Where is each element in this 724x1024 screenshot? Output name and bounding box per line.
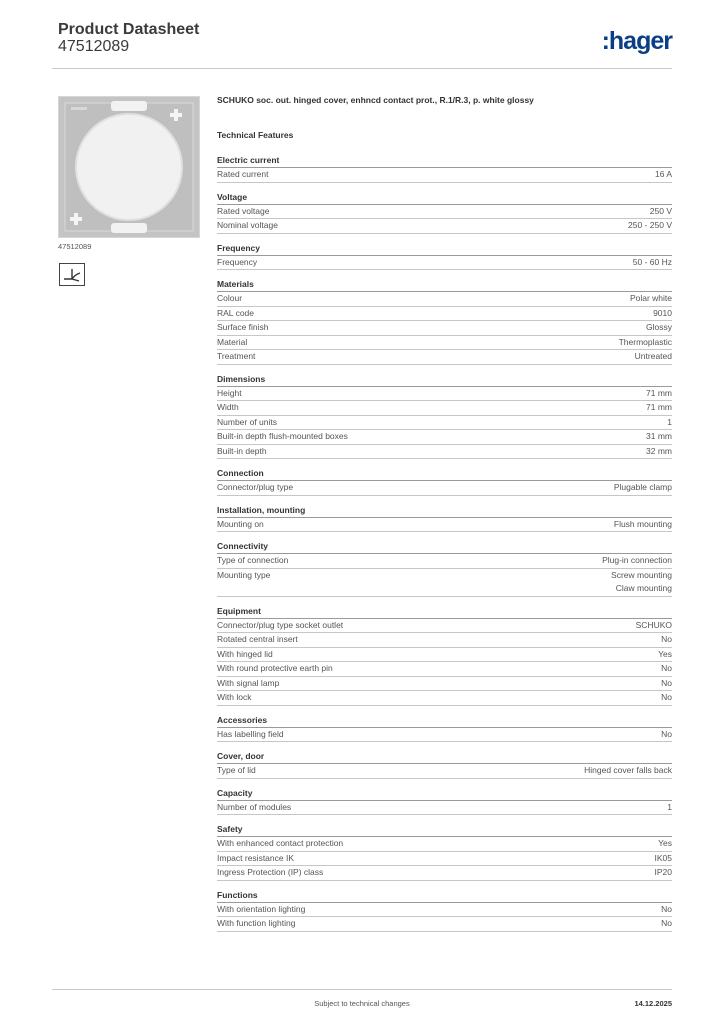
feature-label: Mounting on — [217, 518, 264, 529]
section-title: Functions — [217, 890, 672, 903]
feature-value: Yes — [658, 648, 672, 659]
feature-value: 1 — [667, 416, 672, 427]
feature-label: Connector/plug type — [217, 482, 294, 492]
feature-row — [217, 205, 672, 220]
footer-date: 14.12.2025 — [634, 999, 672, 1008]
feature-section — [217, 192, 672, 234]
section-title: Electric current — [217, 155, 672, 168]
feature-label: With enhanced contact protection — [217, 838, 344, 848]
section-title: Safety — [217, 824, 672, 837]
feature-row — [217, 401, 672, 416]
feature-row — [217, 801, 672, 816]
feature-value: Yes — [658, 838, 672, 848]
feature-value: 50 - 60 Hz — [632, 256, 672, 267]
feature-label: Surface finish — [217, 322, 269, 332]
feature-label: Connector/plug type socket outlet — [217, 619, 344, 630]
feature-row — [217, 307, 672, 322]
feature-row — [217, 728, 672, 743]
technical-features-heading: Technical Features — [217, 130, 294, 140]
feature-label: Has labelling field — [217, 728, 284, 739]
feature-row — [217, 292, 672, 307]
feature-label: Rated current — [217, 169, 269, 179]
installation-pictogram-icon — [59, 263, 85, 286]
feature-row — [217, 662, 672, 677]
section-title: Accessories — [217, 715, 672, 728]
feature-value: No — [661, 918, 672, 928]
feature-value: 250 - 250 V — [628, 220, 672, 230]
feature-row — [217, 569, 672, 597]
socket-outlet-image — [58, 96, 200, 238]
feature-label: Treatment — [217, 351, 256, 361]
feature-row — [217, 619, 672, 634]
feature-value: 32 mm — [646, 445, 672, 456]
feature-label: Type of connection — [217, 555, 289, 565]
feature-value: IP20 — [654, 867, 672, 877]
product-description: SCHUKO soc. out. hinged cover, enhncd contact prot., R.1/R.3, p. white glossy — [217, 95, 534, 105]
feature-row — [217, 852, 672, 867]
feature-label: RAL code — [217, 307, 255, 318]
feature-label: Built-in depth — [217, 445, 267, 456]
hager-logo: :hager — [601, 27, 672, 55]
feature-value: Polar white — [629, 293, 672, 303]
section-title: Materials — [217, 279, 672, 292]
feature-value: Plugable clamp — [613, 482, 672, 492]
feature-value: 250 V — [649, 205, 672, 216]
feature-section — [217, 541, 672, 597]
feature-section — [217, 279, 672, 365]
feature-label: Rated voltage — [217, 205, 270, 216]
feature-value: Untreated — [634, 351, 672, 361]
feature-section — [217, 824, 672, 881]
feature-label: Width — [217, 402, 239, 412]
feature-row — [217, 350, 672, 365]
footer-note: Subject to technical changes — [314, 999, 410, 1008]
section-title: Frequency — [217, 243, 672, 256]
feature-value: No — [661, 728, 672, 739]
feature-value: No — [661, 663, 672, 673]
section-title: Voltage — [217, 192, 672, 205]
section-title: Connection — [217, 468, 672, 481]
feature-row — [217, 677, 672, 692]
section-title: Equipment — [217, 606, 672, 619]
feature-value: SCHUKO — [635, 619, 672, 630]
feature-row — [217, 336, 672, 351]
feature-row — [217, 518, 672, 533]
feature-row — [217, 917, 672, 932]
feature-value: 16 A — [654, 169, 672, 179]
technical-features-table — [217, 155, 672, 941]
feature-value: 31 mm — [646, 431, 672, 441]
header-divider — [52, 68, 672, 69]
feature-label: With function lighting — [217, 918, 296, 928]
feature-value: 1 — [667, 801, 672, 812]
feature-label: Colour — [217, 293, 243, 303]
feature-label: Material — [217, 336, 248, 347]
feature-row — [217, 633, 672, 648]
feature-label: Height — [217, 387, 242, 398]
section-title: Connectivity — [217, 541, 672, 554]
feature-section — [217, 788, 672, 816]
feature-row — [217, 168, 672, 183]
feature-label: Mounting type — [217, 569, 271, 580]
image-caption: 47512089 — [58, 242, 92, 251]
feature-label: Nominal voltage — [217, 220, 278, 230]
feature-label: With round protective earth pin — [217, 663, 333, 673]
feature-section — [217, 606, 672, 706]
feature-section — [217, 155, 672, 183]
product-code: 47512089 — [58, 38, 130, 55]
feature-section — [217, 243, 672, 271]
section-title: Capacity — [217, 788, 672, 801]
feature-section — [217, 468, 672, 496]
feature-value: Plug-in connection — [602, 555, 672, 565]
section-title: Cover, door — [217, 751, 672, 764]
feature-row — [217, 321, 672, 336]
feature-label: Ingress Protection (IP) class — [217, 867, 324, 877]
feature-row — [217, 691, 672, 706]
feature-section — [217, 374, 672, 460]
feature-row — [217, 866, 672, 881]
feature-value: No — [661, 677, 672, 688]
feature-label: With lock — [217, 692, 252, 702]
feature-label: Type of lid — [217, 765, 256, 775]
feature-row — [217, 554, 672, 569]
feature-label: Impact resistance IK — [217, 852, 295, 863]
feature-label: Built-in depth flush-mounted boxes — [217, 431, 348, 441]
feature-row — [217, 764, 672, 779]
feature-row — [217, 648, 672, 663]
feature-row — [217, 837, 672, 852]
feature-label: With hinged lid — [217, 648, 273, 659]
feature-row — [217, 256, 672, 271]
feature-row — [217, 387, 672, 402]
feature-section — [217, 715, 672, 743]
feature-value: Flush mounting — [613, 518, 672, 529]
feature-row — [217, 445, 672, 460]
feature-row — [217, 430, 672, 445]
feature-label: With orientation lighting — [217, 903, 306, 914]
section-title: Dimensions — [217, 374, 672, 387]
feature-value: 9010 — [653, 307, 672, 318]
feature-section — [217, 890, 672, 932]
feature-label: With signal lamp — [217, 677, 280, 688]
feature-value: No — [661, 634, 672, 644]
feature-row — [217, 903, 672, 918]
feature-value: 71 mm — [646, 387, 672, 398]
feature-label: Number of modules — [217, 801, 292, 812]
feature-value: Thermoplastic — [618, 336, 672, 347]
feature-label: Number of units — [217, 416, 277, 427]
feature-label: Rotated central insert — [217, 634, 298, 644]
feature-label: Frequency — [217, 256, 258, 267]
feature-value: No — [661, 692, 672, 702]
feature-row — [217, 416, 672, 431]
page-title: Product Datasheet — [58, 21, 200, 38]
feature-section — [217, 505, 672, 533]
feature-row — [217, 219, 672, 234]
feature-value: Screw mounting Claw mounting — [611, 569, 672, 593]
feature-value: Hinged cover falls back — [584, 765, 672, 775]
feature-value: IK05 — [654, 852, 672, 863]
feature-section — [217, 751, 672, 779]
logo-text: hager — [608, 27, 672, 55]
feature-row — [217, 481, 672, 496]
section-title: Installation, mounting — [217, 505, 672, 518]
feature-value: No — [661, 903, 672, 914]
footer-divider — [52, 989, 672, 990]
feature-value: 71 mm — [646, 402, 672, 412]
feature-value: Glossy — [646, 322, 672, 332]
